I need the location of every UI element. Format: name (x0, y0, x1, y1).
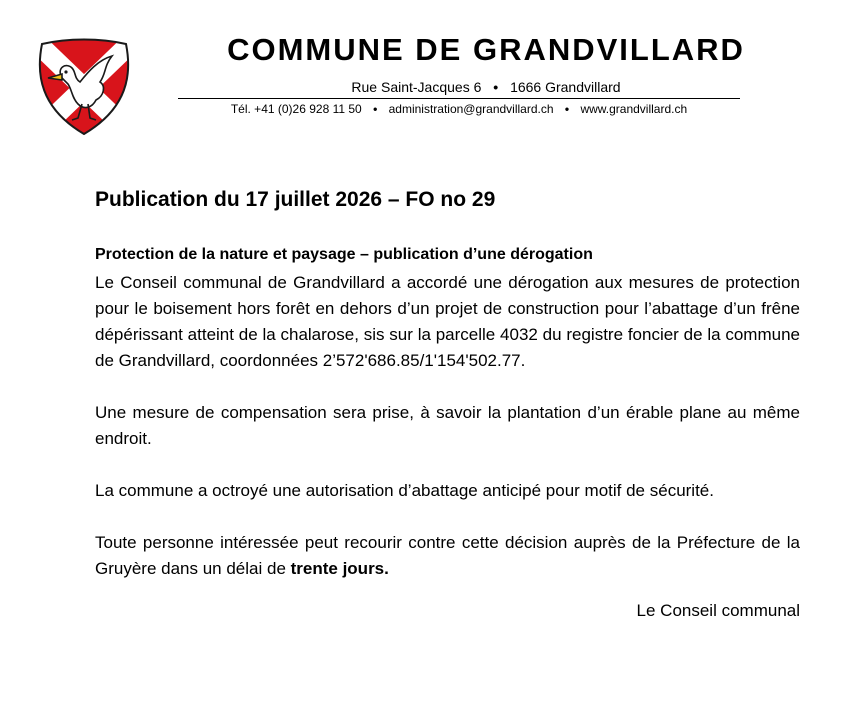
phone-number: Tél. +41 (0)26 928 11 50 (230, 102, 362, 116)
postal-address (180, 79, 792, 95)
commune-crest-logo (32, 38, 136, 138)
paragraph-derogation: Le Conseil communal de Grandvillard a accordé une dérogation aux mesures de protection pour le boisement hors forêt en dehors d’un projet de construction pour l’abattage d’un frêne dépérissant atteint de la chalarose, sis sur la parcelle 4032 du registre foncier de la commune de Grandvillard, coordonnées 2’572'686.85/1'154'502.77. (95, 273, 800, 370)
website-url: www.grandvillard.ch (580, 102, 688, 116)
email-address: administration@grandvillard.ch (388, 102, 554, 116)
street-address: Rue Saint-Jacques 6 (351, 79, 482, 95)
appeal-deadline: trente jours. (290, 559, 389, 578)
separator-dot: • (373, 102, 378, 116)
contact-line (178, 102, 740, 116)
postal-city: 1666 Grandvillard (510, 79, 621, 95)
organization-title: COMMUNE DE GRANDVILLARD (227, 32, 745, 67)
signature: Le Conseil communal (636, 601, 800, 620)
header-divider (178, 98, 740, 99)
paragraph-authorization: La commune a octroyé une autorisation d’abattage anticipé pour motif de sécurité. (95, 481, 714, 500)
paragraph-appeal (95, 530, 800, 582)
separator-dot: • (564, 102, 570, 116)
paragraph-compensation: Une mesure de compensation sera prise, à savoir la plantation d’un érable plane au même endroit. (95, 403, 800, 448)
publication-subject: Protection de la nature et paysage – publication d’une dérogation (95, 246, 593, 263)
publication-body (95, 188, 800, 624)
appeal-text: Toute personne intéressée peut recourir contre cette décision auprès de la Préfecture de la Gruyère dans un délai de (95, 533, 800, 578)
publication-title: Publication du 17 juillet 2026 – FO no 29 (95, 188, 496, 211)
separator-dot: • (493, 79, 499, 95)
